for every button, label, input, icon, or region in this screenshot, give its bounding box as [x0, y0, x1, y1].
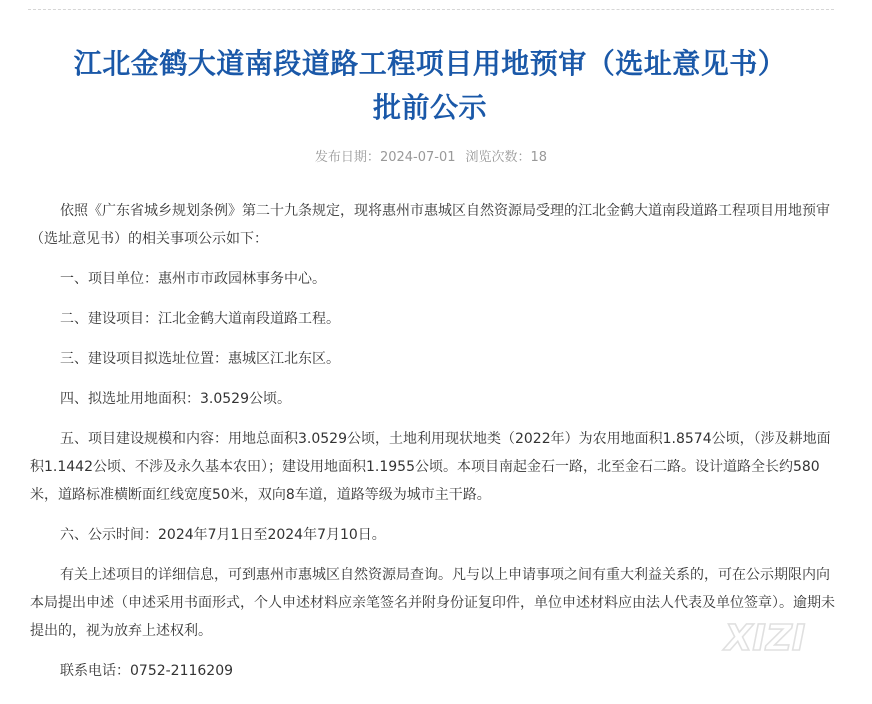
article-body — [30, 197, 836, 697]
paragraph-site-area: 四、拟选址用地面积：3.0529公顷。 — [60, 391, 291, 407]
top-divider — [28, 9, 834, 10]
watermark-text: XIZI — [724, 618, 806, 659]
paragraph-scale-content: 五、项目建设规模和内容：用地总面积3.0529公顷，土地利用现状地类（2022年）为农用地面积1.8574公顷，（涉及耕地面积1.1442公顷、不涉及永久基本农田）；建设用地面积1.1955公顷。本项目南起金石一路，北至金石二路。设计道路全长约580米，道路标准横断面红线宽度50米，双向8车道，道路等级为城市主干路。 — [30, 431, 831, 503]
article-title — [20, 42, 840, 130]
paragraph-contact-phone: 联系电话：0752-2116209 — [60, 663, 234, 679]
paragraph-site-location: 三、建设项目拟选址位置：惠城区江北东区。 — [60, 351, 340, 367]
article-title-line-1: 江北金鹤大道南段道路工程项目用地预审（选址意见书） — [73, 47, 787, 80]
view-count-label: 浏览次数： — [465, 150, 531, 165]
view-count: 18 — [530, 150, 548, 165]
paragraph-intro: 依照《广东省城乡规划条例》第二十九条规定，现将惠州市惠城区自然资源局受理的江北金鹤大道南段道路工程项目用地预审（选址意见书）的相关事项公示如下： — [30, 203, 830, 247]
publish-date: 2024-07-01 — [379, 150, 456, 165]
paragraph-project-unit: 一、项目单位：惠州市市政园林事务中心。 — [60, 271, 326, 287]
article-meta — [0, 148, 862, 168]
publish-date-label: 发布日期： — [314, 150, 380, 165]
article-title-line-2: 批前公示 — [372, 91, 487, 124]
paragraph-publicity-period: 六、公示时间：2024年7月1日至2024年7月10日。 — [60, 527, 386, 543]
paragraph-inquiry-notice: 有关上述项目的详细信息，可到惠州市惠城区自然资源局查询。凡与以上申请事项之间有重大利益关系的，可在公示期限内向本局提出申述（申述采用书面形式，个人申述材料应亲笔签名并附身份证复印件，单位申述材料应由法人代表及单位签章）。逾期未提出的，视为放弃上述权利。 — [30, 567, 835, 639]
paragraph-construction-project: 二、建设项目：江北金鹤大道南段道路工程。 — [60, 311, 340, 327]
